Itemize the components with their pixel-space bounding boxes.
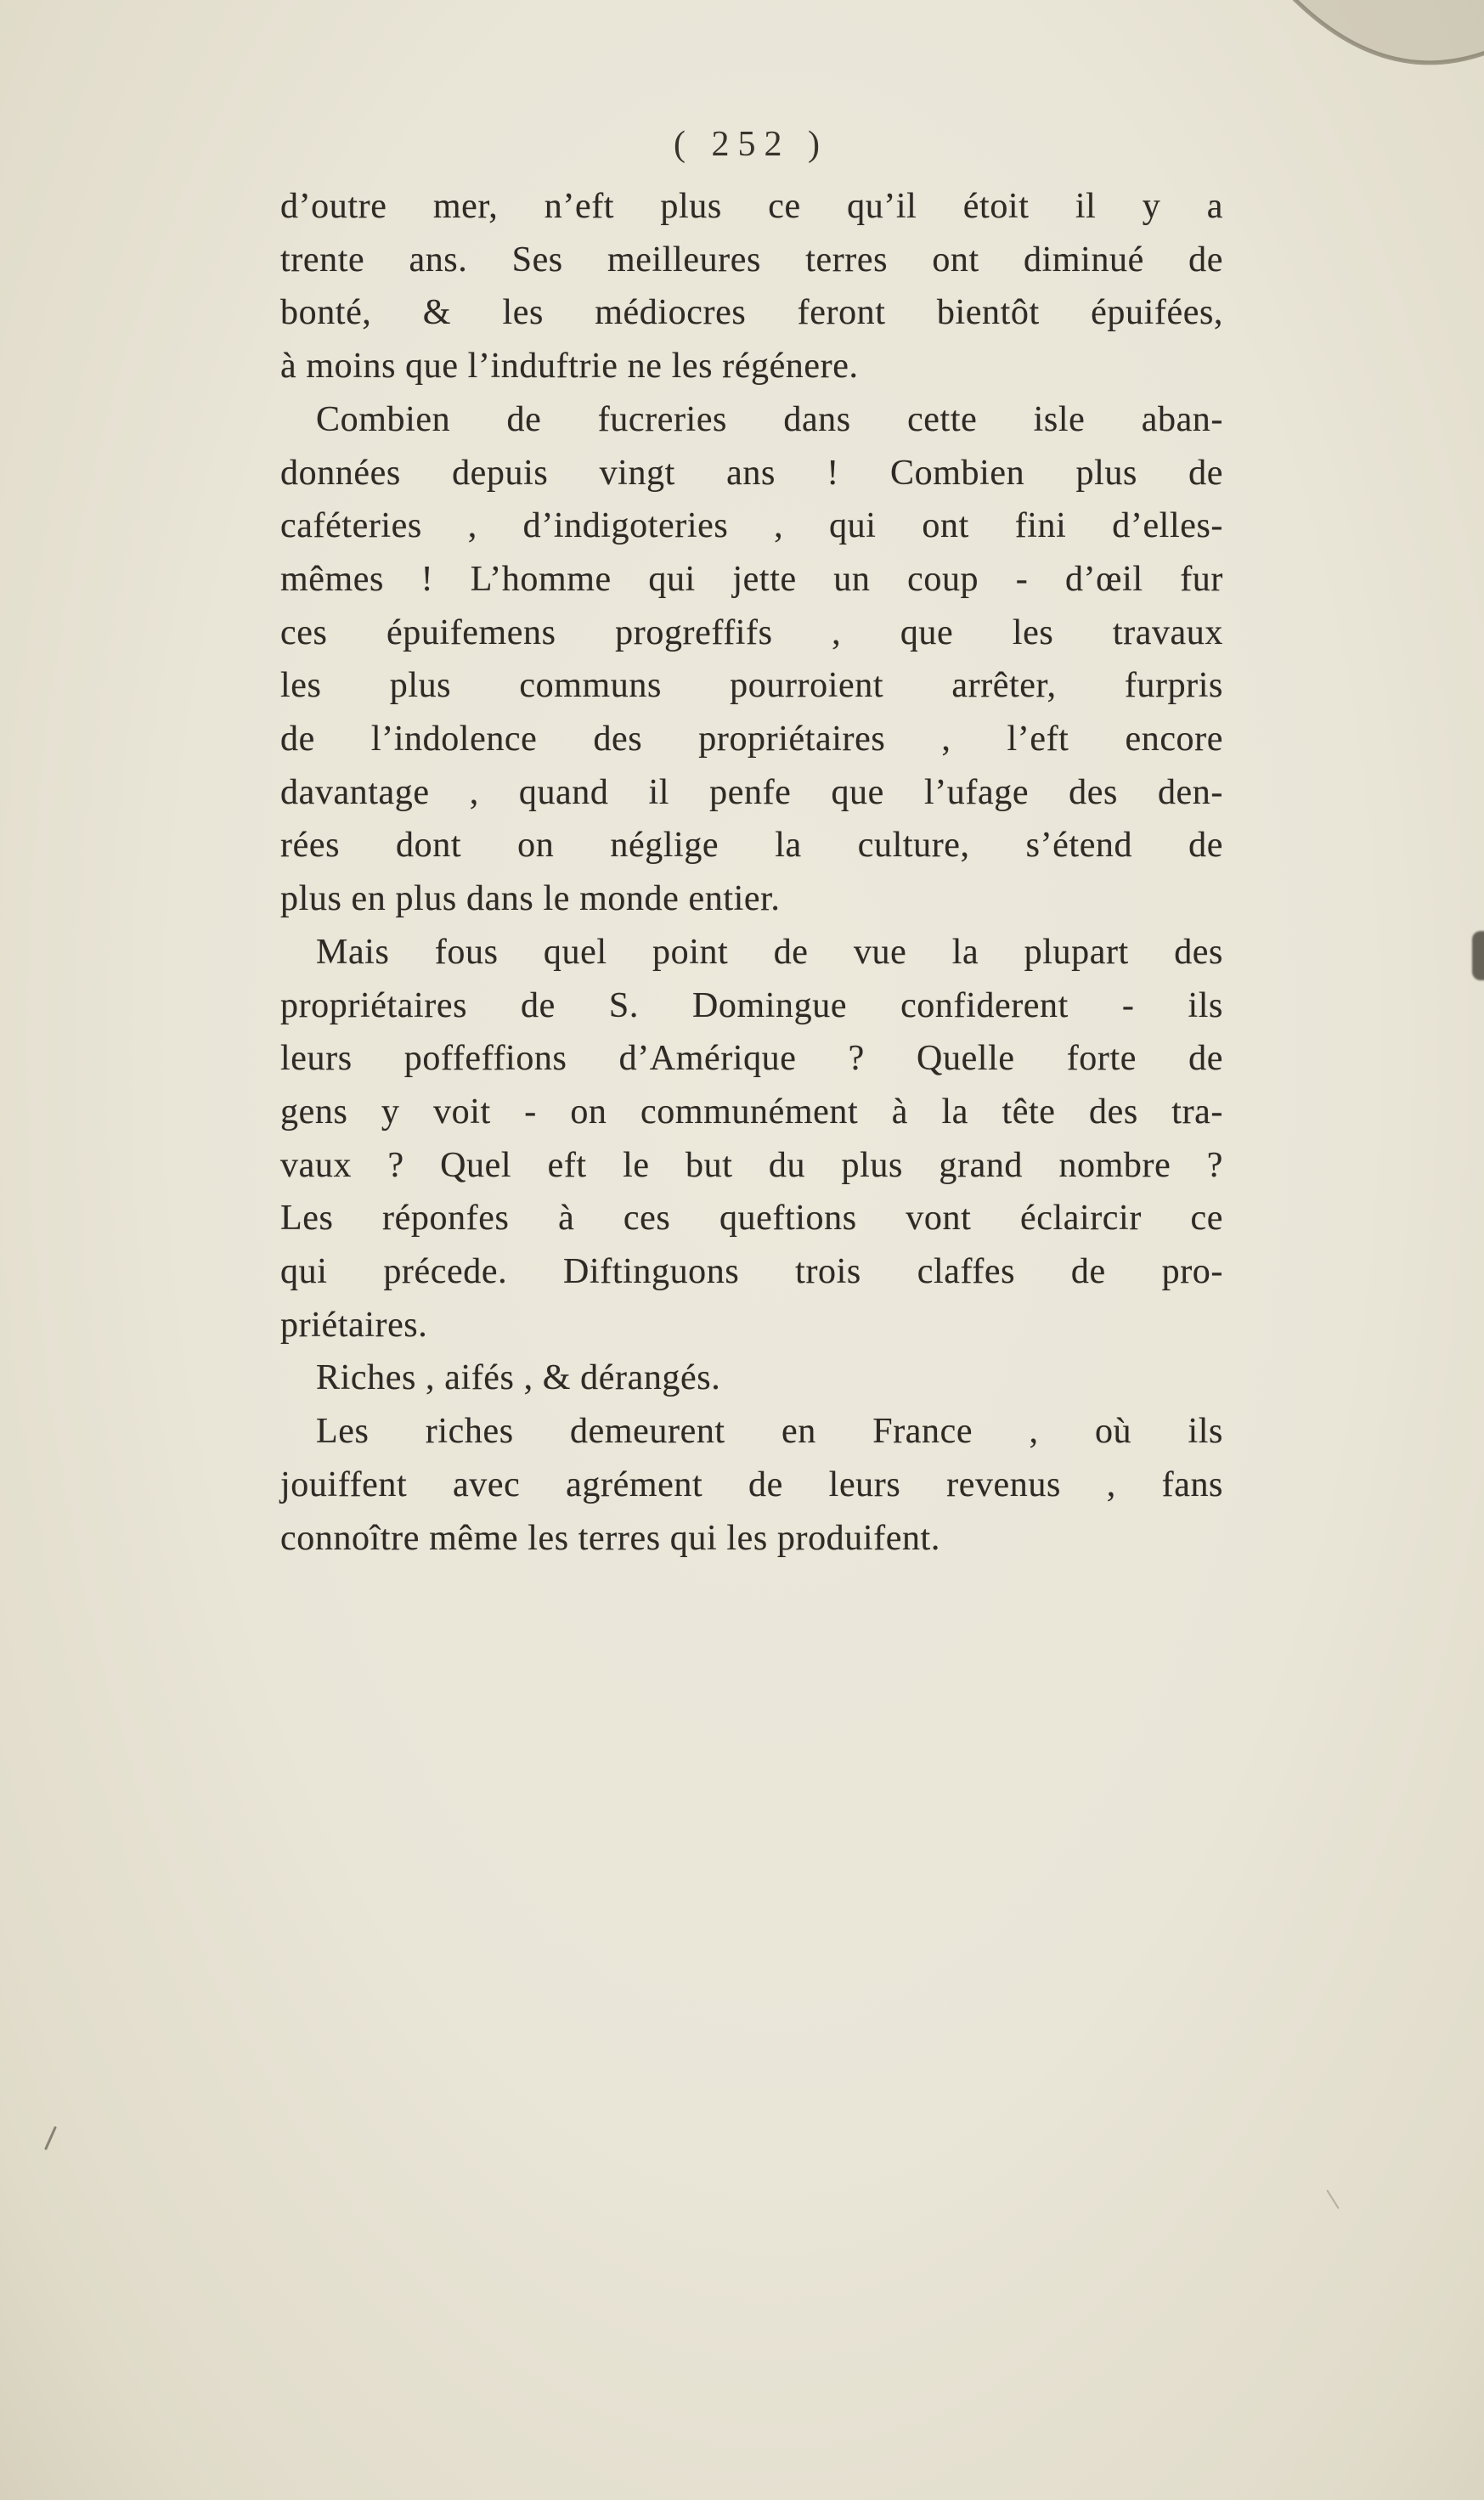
text-line: jouiffent avec agrément de leurs revenus , fans: [280, 1464, 1223, 1504]
text-line: leurs poffeffions d’Amérique ? Quelle forte de: [280, 1039, 1223, 1079]
text-line: plus en plus dans le monde entier.: [280, 879, 781, 919]
text-line: connoître même les terres qui les produifent.: [280, 1518, 940, 1558]
text-line: gens y voit - on communément à la tête des tra-: [280, 1092, 1223, 1131]
text-line: ces épuifemens progreffifs , que les travaux: [280, 612, 1223, 652]
page-number-header: ( 252 ): [674, 125, 828, 164]
text-line: données depuis vingt ans ! Combien plus de: [280, 453, 1223, 493]
bottom-right-stray-mark: [1326, 2189, 1339, 2209]
text-line: bonté, & les médiocres feront bientôt épuifées,: [280, 293, 1223, 333]
text-line: mêmes ! L’homme qui jette un coup - d’œil fur: [280, 559, 1223, 599]
text-line: les plus communs pourroient arrêter, furpris: [280, 666, 1223, 706]
text-line: Mais fous quel point de vue la plupart des: [316, 932, 1223, 972]
text-line: vaux ? Quel eft le but du plus grand nombre ?: [280, 1145, 1223, 1185]
text-line: caféteries , d’indigoteries , qui ont fini d’elles-: [280, 506, 1223, 546]
text-block: [280, 180, 1223, 1565]
text-line: propriétaires de S. Domingue confiderent - ils: [280, 985, 1223, 1025]
text-line: rées dont on néglige la culture, s’étend de: [280, 826, 1223, 866]
text-line: de l’indolence des propriétaires , l’eft encore: [280, 720, 1223, 759]
text-line: Les riches demeurent en France , où ils: [316, 1412, 1223, 1452]
right-edge-ink-smudge: [1472, 931, 1484, 980]
bottom-left-stray-mark: [44, 2126, 57, 2151]
page-corner-curl-mark: [1255, 0, 1484, 127]
text-line: davantage , quand il penfe que l’ufage des den-: [280, 772, 1223, 812]
text-line: Riches , aifés , & dérangés.: [316, 1358, 721, 1398]
text-line: trente ans. Ses meilleures terres ont diminué de: [280, 240, 1223, 279]
text-line: qui précede. Diftinguons trois claffes de pro-: [280, 1252, 1223, 1292]
text-line: à moins que l’induftrie ne les régénere.: [280, 347, 859, 387]
text-line: Combien de fucreries dans cette isle aban-: [316, 399, 1223, 439]
text-line: priétaires.: [280, 1305, 428, 1345]
text-line: Les réponfes à ces queftions vont éclaircir ce: [280, 1199, 1223, 1239]
text-line: d’outre mer, n’eft plus ce qu’il étoit il y a: [280, 187, 1223, 226]
